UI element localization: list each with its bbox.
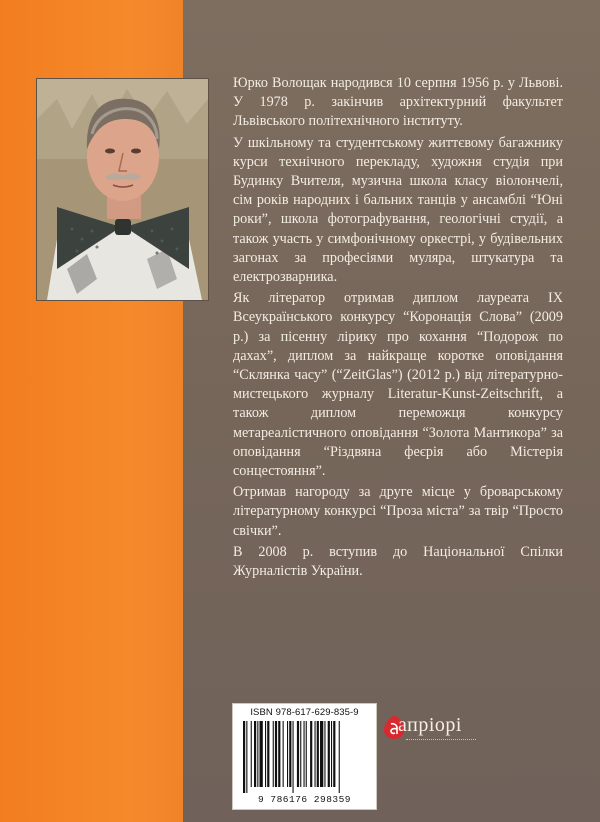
barcode-bar — [339, 721, 340, 793]
bio-paragraph-birth: Юрко Волощак народився 10 серпня 1956 р. у Львові. У 1978 р. закінчив архітектурний факультет Львівського політехнічного інституту. — [233, 75, 563, 130]
isbn-barcode — [232, 703, 377, 810]
barcode-bar — [251, 721, 252, 787]
barcode-bar — [310, 721, 312, 787]
bio-paragraph-union: В 2008 р. вступив до Національної Спілки Журналістів України. — [233, 543, 563, 580]
barcode-bar — [275, 721, 277, 787]
barcode-bar — [254, 721, 256, 787]
barcode-bar — [243, 721, 245, 793]
barcode-bar — [324, 721, 325, 787]
bio-paragraph-education: У шкільному та студентському життєвому багажнику курси технічного перекладу, художня студія при Будинку Вчителя, музична школа класу віолончелі, сім років народних і бальних танців у ансамблі “Юні роки”, школа фотографування, геологічні студії, а також участь у симфонічному оркестрі, у будівельних загонах за професіями муляра, штукатура та електрозварника. — [233, 134, 563, 286]
barcode-bar — [328, 721, 330, 787]
barcode-bar — [317, 721, 319, 787]
ean-digits: 9 786176 298359 — [257, 794, 351, 805]
barcode-bar — [283, 721, 284, 787]
barcode-bar — [300, 721, 301, 787]
author-biography — [233, 74, 563, 583]
barcode-bar — [278, 721, 280, 787]
barcode-bar — [257, 721, 258, 787]
barcode-bar — [293, 721, 294, 793]
author-photo — [36, 78, 209, 301]
barcode-bar — [304, 721, 305, 787]
barcode-bar — [331, 721, 332, 787]
barcode-bar — [246, 721, 247, 793]
barcode-bar — [315, 721, 316, 787]
publisher-tagline-rule — [406, 739, 476, 742]
barcode-bar — [260, 721, 263, 787]
barcode-bar — [306, 721, 307, 787]
isbn-number: ISBN 978-617-629-835-9 — [250, 707, 359, 718]
barcode-bar — [287, 721, 288, 787]
barcode-bar — [333, 721, 335, 787]
publisher-name: апріорі — [398, 714, 462, 736]
barcode-bar — [267, 721, 269, 787]
bio-paragraph-prize: Отримав нагороду за друге місце у броварському літературному конкурсі “Проза міста” за твір “Просто свічки”. — [233, 484, 563, 539]
publisher-logo — [382, 712, 482, 748]
barcode-bar — [273, 721, 274, 787]
barcode-bar — [265, 721, 266, 787]
barcode-bar — [297, 721, 299, 787]
barcode-bar — [320, 721, 323, 787]
barcode-bars — [243, 721, 367, 793]
bio-paragraph-awards: Як літератор отримав диплом лауреата IX Всеукраїнського конкурсу “Коронація Слова” (2009 р.) за пісенну лірику про кохання “Подорож по дахах”, диплом за найкраще коротке оповідання “Склянка часу” (“ZeitGlas”) (2012 р.) від літературно-мистецького журналу Literatur-Kunst-Zeitschrift, а також диплом переможця конкурсу метареалістичного оповідання “Золота Мантикора” за оповідання “Різдвяна феєрія або Містерія сонцестояння”. — [233, 290, 563, 480]
barcode-bar — [289, 721, 291, 787]
